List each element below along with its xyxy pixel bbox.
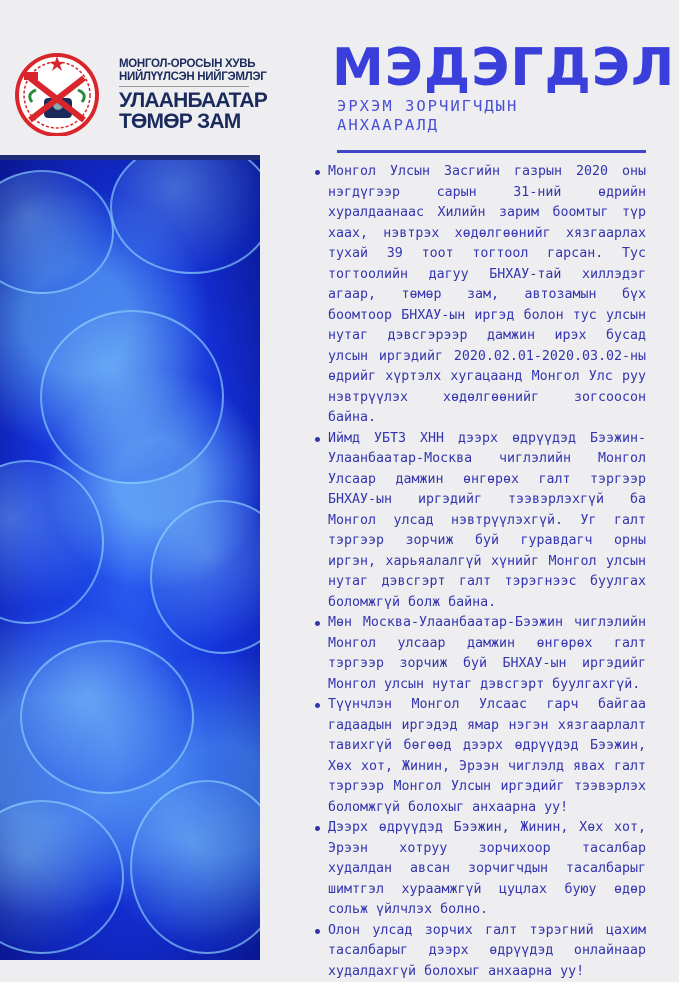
subtitle-line2: АНХААРАЛД	[337, 116, 577, 135]
notice-list	[313, 162, 646, 982]
bubble	[0, 170, 114, 294]
list-item: Түүнчлэн Монгол Улсаас гарч байгаа гадаадын иргэдэд ямар нэгэн хязгаарлалт тавихгүй бөгөөд дээрх өдрүүдэд Бээжин, Хөх хот, Жинин, Эрээн чиглэлд явах галт тэргээр Монгол Улсын иргэдийг тээвэрлэх боломжгүй болохыг анхаарна уу!	[328, 695, 646, 818]
org-subtitle	[119, 58, 267, 84]
notice-body	[313, 162, 646, 982]
page-subtitle	[337, 97, 577, 135]
org-divider	[119, 86, 249, 87]
ulaanbaatar-railway-logo	[14, 50, 100, 136]
org-name-line1: УЛААНБААТАР	[119, 90, 267, 111]
bubble	[20, 640, 194, 794]
list-item: Олон улсад зорчих галт тэрэгний цахим тасалбарыг дээрх өдрүүдэд онлайнаар худалдахгүй болохыг анхаарна уу!	[328, 921, 646, 982]
org-name-line2: ТӨМӨР ЗАМ	[119, 111, 267, 132]
bubble	[110, 160, 260, 274]
list-item: Иймд УБТЗ ХНН дээрх өдрүүдэд Бээжин-Улаанбаатар-Москва чиглэлийн Монгол Улсаар дамжин өнгөрөх галт тэргээр БНХАУ-ын иргэдийг тээвэрлэхгүй ба Монгол улсад нэвтрүүлэхгүй. Уг галт тэргээр зорчиж буй гуравдагч орны иргэн, харьяалалгүй хүнийг Монгол улсын нутаг дэвсгэрт галт тэрэгнээс буулгах боломжгүй болж байна.	[328, 429, 646, 614]
list-item: Монгол Улсын Засгийн газрын 2020 оны нэгдүгээр сарын 31-ний өдрийн хуралдаанаас Хилийн зарим боомтыг түр хаах, нэвтрэх хөдөлгөөнийг хязгаарлах тухай 39 тоот тогтоол гарсан. Тус тогтоолийн дагуу БНХАУ-тай хиллэдэг агаар, төмөр зам, автозамын бүх боомтоор БНХАУ-ын иргэд болон тус улсын нутаг дэвсгэрээр дамжин ирэх бусад улсын иргэдийг 2020.02.01-2020.03.02-ны өдрийг хүртэлх хугацаанд Монгол Улс руу нэвтрүүлэх хөдөлгөөнийг зогсоосон байна.	[328, 162, 646, 429]
title-divider	[337, 150, 646, 153]
bubble	[130, 780, 260, 954]
org-line2: НИЙЛҮҮЛСЭН НИЙГЭМЛЭГ	[119, 71, 267, 84]
page-title: МЭДЭГДЭЛ	[332, 38, 675, 98]
bubble	[0, 460, 104, 624]
list-item: Дээрх өдрүүдэд Бээжин, Жинин, Хөх хот, Эрээн хотруу зорчихоор тасалбар худалдан авсан зорчигчдын тасалбарыг шимтгэл хураамжгүй цуцлах буюу өдөр сольж үйлчлэх болно.	[328, 818, 646, 921]
org-name	[119, 90, 267, 132]
bubble	[150, 500, 260, 654]
subtitle-line1: ЭРХЭМ ЗОРЧИГЧДЫН	[337, 97, 577, 116]
bubble	[40, 310, 224, 484]
org-line1: МОНГОЛ-ОРОСЫН ХУВЬ	[119, 58, 267, 71]
bubble	[0, 800, 124, 954]
list-item: Мөн Москва-Улаанбаатар-Бээжин чиглэлийн Монгол улсаар дамжин өнгөрөх галт тэргээр зорчиж буй БНХАУ-ын иргэдийг Монгол улсын нутаг дэвсгэрт буулгахгүй.	[328, 613, 646, 695]
virus-illustration	[0, 160, 260, 960]
